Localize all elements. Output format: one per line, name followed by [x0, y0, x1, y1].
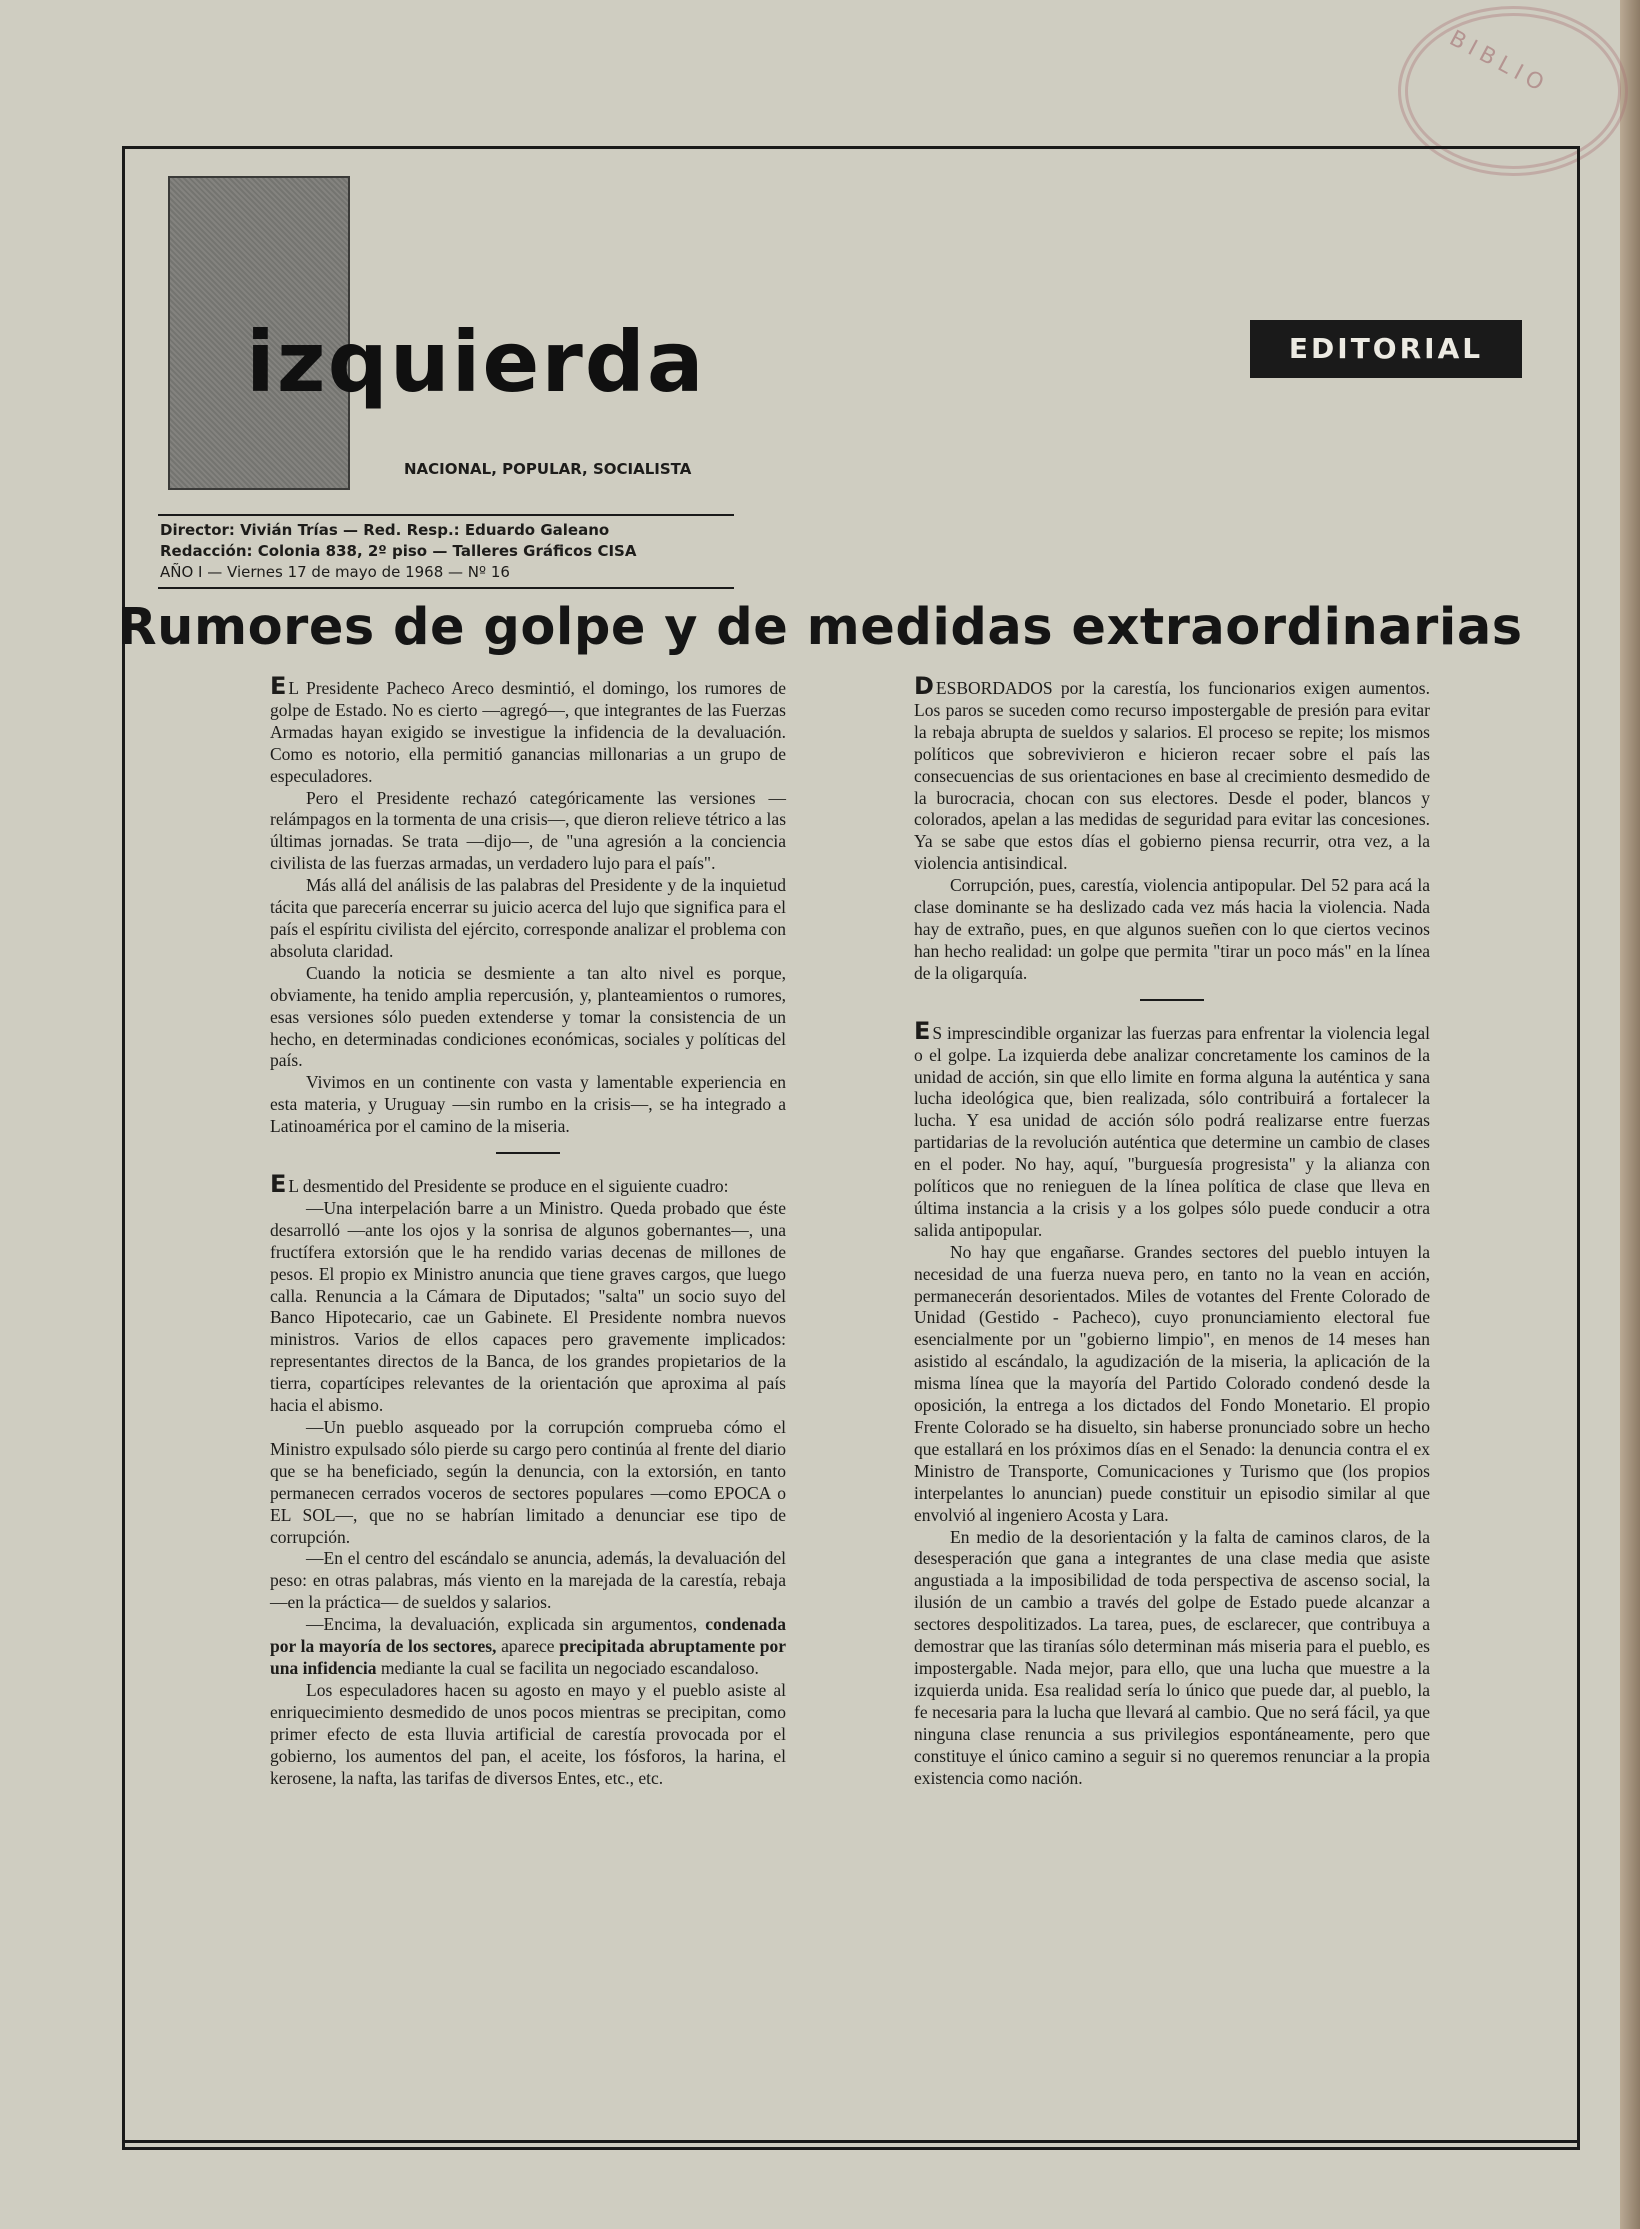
paragraph: Más allá del análisis de las palabras del Presidente y de la inquietud tácita que parecería encerrar su juicio acerca del lujo que significa para el país el espíritu civilista del ejército, corresponde analizar el problema con absoluta claridad.: [270, 875, 786, 961]
seal-text: BIBLIO: [1445, 25, 1553, 100]
editorial-badge: EDITORIAL: [1250, 320, 1522, 378]
page-edge: [1620, 0, 1640, 2229]
paragraph: Corrupción, pues, carestía, violencia antipopular. Del 52 para acá la clase dominante se ha deslizado cada vez más hacia la violencia. Nada hay de extraño, pues, en que algunos sueñen con lo que ciertos vecinos han hecho realidad: un golpe que permita "tirar un poco más" en la línea de la oligarquía.: [914, 875, 1430, 983]
masthead: [158, 514, 734, 589]
drop-cap: E: [270, 1170, 287, 1199]
paragraph: Vivimos en un continente con vasta y lamentable experiencia en esta materia, y Uruguay —sin rumbo en la crisis—, se ha integrado a Latinoamérica por el camino de la miseria.: [270, 1072, 786, 1137]
drop-cap: D: [914, 672, 934, 700]
paragraph: E L desmentido del Presidente se produce en el siguiente cuadro:: [270, 1170, 729, 1199]
bottom-rule: [122, 2140, 1580, 2143]
paragraph: Cuando la noticia se desmiente a tan alto nivel es porque, obviamente, ha tenido amplia repercusión, y, planteamientos o rumores, esas versiones sólo pueden extenderse y tomar la consistencia de un hecho, en determinadas condiciones económicas, sociales y políticas del país.: [270, 962, 786, 1071]
paragraph: En medio de la desorientación y la falta de caminos claros, de la desesperación que gana a integrantes de una clase media que asiste angustiada a la imposibilidad de toda perspectiva de ascenso social, la ilusión de un cambio a través del golpe de Estado puede alcanzar a sectores despolitizados. La tarea, pues, de esclarecer, que contribuya a demostrar que las tiranías sólo determinan más miseria para el pueblo, es impostergable. Nada mejor, para ello, que una lucha que muestre a la izquierda unida. Esa realidad sería lo único que puede dar, al pueblo, la fe necesaria para la lucha que llevará al cambio. Que no será fácil, ya que ninguna clase renuncia a sus privilegios espontáneamente, pero que constituye el único camino a seguir si no queremos renunciar a la propia existencia como nación.: [914, 1526, 1430, 1788]
paragraph: —En el centro del escándalo se anuncia, además, la devaluación del peso: en otras palabras, más viento en la marejada de la carestía, rebaja —en la práctica— de sueldos y salarios.: [270, 1548, 786, 1613]
paragraph: —Encima, la devaluación, explicada sin argumentos, condenada por la mayoría de los sectores, aparece precipitada abruptamente por una infidencia mediante la cual se facilita un negociado escandaloso.: [270, 1614, 787, 1678]
right-column: [914, 672, 1430, 1789]
logo-word: izquierda: [246, 313, 706, 411]
paragraph: Pero el Presidente rechazó categóricamente las versiones —relámpagos en la tormenta de una crisis—, que dieron relieve tétrico a las últimas jornadas. Se trata —dijo—, de "una agresión a la conciencia civilista de las fuerzas armadas, un verdadero lujo para el país".: [270, 787, 786, 874]
paragraph: —Un pueblo asqueado por la corrupción comprueba cómo el Ministro expulsado sólo pierde su cargo pero continúa al frente del diario que se ha beneficiado, según la denuncia, con la extorsión, en tanto permanecen cerrados voceros de sectores populares —como EPOCA o EL SOL—, que no se habrían limitado a denunciar ese tipo de corrupción.: [270, 1417, 786, 1547]
paragraph: No hay que engañarse. Grandes sectores del pueblo intuyen la necesidad de una fuerza nueva pero, en tanto no la vean en acción, permanecerán desorientados. Miles de votantes del Frente Colorado de Unidad (Gestido - Pacheco), cuyo pronunciamiento electoral fue esencialmente por un "gobierno limpio", en menos de 14 meses han asistido al escándalo, la agudización de la miseria, la aplicación de la misma línea que la mayoría del Partido Colorado condenó desde la oposición, la entrega a los dictados del Fondo Monetario. El propio Frente Colorado se ha disuelto, sin haberse pronunciado sobre un hecho que estallará en los próximos días en el Senado: la denuncia contra el ex Ministro de Transporte, Comunicaciones y Turismo que (los propios interpelantes lo anuncian) puede constituir un episodio similar al que envolvió al ingeniero Acosta y Lara.: [914, 1241, 1430, 1525]
section-divider: [1140, 999, 1204, 1001]
left-column: [270, 672, 787, 1789]
drop-cap: E: [914, 1016, 931, 1045]
paragraph: E L Presidente Pacheco Areco desmintió, el domingo, los rumores de golpe de Estado. No es cierto —agregó—, que integrantes de las Fuerzas Armadas hayan exigido se investigue la infidencia de la devaluación. Como es notorio, ella permitió ganancias millonarias a un grupo de especuladores.: [270, 672, 786, 786]
paragraph: Los especuladores hacen su agosto en mayo y el pueblo asiste al enriquecimiento desmedido de unos pocos mientras se precipitan, como primer efecto de esta lluvia artificial de carestía provocada por el gobierno, los aumentos del pan, el aceite, los fósforos, la harina, el kerosene, la nafta, las tarifas de diversos Entes, etc., etc.: [270, 1679, 786, 1788]
paragraph: D ESBORDADOS por la carestía, los funcionarios exigen aumentos. Los paros se suceden como recurso impostergable de presión para evitar la rebaja abrupta de sueldos y salarios. El proceso se repite; los mismos políticos que sobrevivieron e hicieron recaer sobre el país las consecuencias de sus orientaciones en base al crecimiento desmedido de la burocracia, chocan con sus electores. Desde el poder, blancos y colorados, apelan a las medidas de seguridad para evitar las concesiones. Ya se sabe que estos días el gobierno piensa recurrir, otra vez, a la violencia antisindical.: [914, 672, 1430, 874]
logo-subtitle: NACIONAL, POPULAR, SOCIALISTA: [404, 460, 692, 478]
paragraph: —Una interpelación barre a un Ministro. Queda probado que éste desarrolló —ante los ojos y la sonrisa de algunos gobernantes—, una fructífera extorsión que le ha rendido varias decenas de millones de pesos. El propio ex Ministro anuncia que tiene graves cargos, que luego calla. Renuncia a la Cámara de Diputados; "salta" un socio suyo del Banco Hipotecario, cae un Gabinete. El Presidente nombra nuevos ministros. Varios de ellos capaces pero gravemente implicados: representantes directos de la Banca, de los grandes propietarios de la tierra, copartícipes relevantes de la orientación que aproxima al país hacia el abismo.: [270, 1197, 786, 1416]
section-divider: [496, 1152, 560, 1154]
drop-cap: E: [270, 672, 287, 700]
headline: Rumores de golpe y de medidas extraordinarias: [117, 598, 1523, 657]
masthead-line-2: Redacción: Colonia 838, 2º piso — Talleres Gráficos CISA: [160, 542, 637, 560]
paragraph: E S imprescindible organizar las fuerzas para enfrentar la violencia legal o el golpe. La izquierda debe analizar concretamente los caminos de la unidad de acción, sin que ello limite en forma alguna la auténtica y sana lucha ideológica que, bien realizada, sólo contribuirá a fortalecer la lucha. Y esa unidad de acción sólo podrá realizarse entre fuerzas partidarias de la revolución auténtica que determine un cambio de clases en el poder. No hay, aquí, "burguesía progresista" y la alianza con políticos que no renieguen de la línea política de clase que lleva en última instancia a la crisis y a los golpes sólo puede conducir a otra salida antipopular.: [914, 1016, 1430, 1240]
masthead-line-3: AÑO I — Viernes 17 de mayo de 1968 — Nº 16: [160, 563, 510, 581]
masthead-line-1: Director: Vivián Trías — Red. Resp.: Eduardo Galeano: [160, 521, 610, 539]
